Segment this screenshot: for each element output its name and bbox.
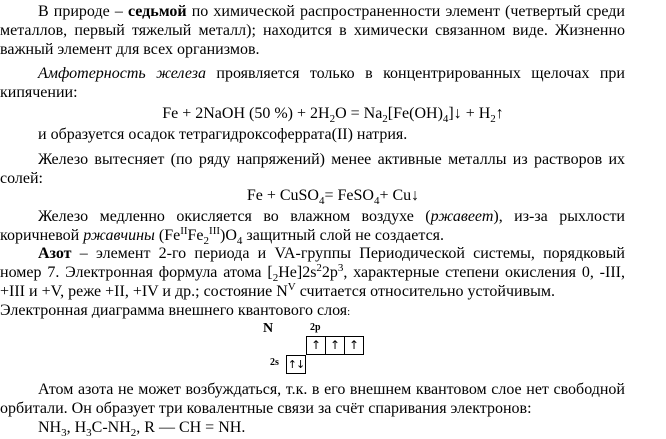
eq-part: Fe + CuSO — [246, 187, 319, 204]
eq-part: ]↓ + H — [448, 105, 491, 122]
eq-sub: 2 — [382, 113, 388, 125]
eq-part: O = Na — [335, 105, 383, 122]
para-nitrogen-bonds-line3 — [38, 418, 245, 437]
text: проявляется только в концентрированных щелочах при — [205, 65, 625, 82]
text: C-NH — [91, 419, 131, 436]
sub: 4 — [236, 235, 243, 247]
para-nitrogen-line3 — [0, 282, 555, 301]
text: NH — [38, 419, 62, 436]
text: Железо медленно окисляется во влажном воздухе ( — [38, 208, 431, 225]
text: защитный слой не создается. — [242, 227, 445, 244]
eq-sub: 4 — [318, 195, 325, 207]
text: В природе – — [38, 3, 128, 20]
text: , H — [66, 419, 87, 436]
eq-part: + Cu↓ — [379, 187, 420, 204]
para-nitrogen-line1 — [0, 244, 625, 263]
term-rust: ржавчины — [83, 227, 155, 244]
text: )O — [220, 227, 237, 244]
text: считается относительно устойчивым. — [295, 283, 556, 300]
text: , характерные степени окисления 0, -III, — [343, 264, 625, 281]
sub: 3 — [61, 427, 67, 439]
text: по химической распространенности элемент (четвертый среди — [186, 3, 625, 20]
eq-sub: 4 — [373, 195, 380, 207]
para-displacement-line1: Железо вытесняет (по ряду напряжений) менее активные металлы из растворов их — [38, 151, 625, 168]
eq-sub: 2 — [490, 113, 496, 125]
para-iron-nature-line2: металлов, первый тяжелый металл); находится в химически связанном виде. Жизненно — [0, 22, 625, 39]
text: , R — CH = NH. — [136, 419, 246, 436]
para-nitrogen-line4 — [0, 301, 350, 322]
term-nitrogen: Азот — [38, 245, 72, 262]
text: Fe — [187, 227, 204, 244]
text: ), из-за рыхлости — [493, 208, 625, 225]
emphasis-seventh: седьмой — [127, 3, 187, 20]
para-iron-nature-line3: важный элемент для всех организмов. — [0, 41, 260, 58]
para-nitrogen-bonds-line1: Атом азота не может возбуждаться, т.к. в его внешнем квантовом слое нет свободной — [38, 381, 625, 398]
orbital-2p-3: ↑ — [344, 336, 364, 355]
para-amphoteric-line2: кипячении: — [0, 84, 78, 101]
sub: 2 — [203, 235, 210, 247]
text: Электронная диаграмма внешнего квантового слоя — [0, 302, 348, 319]
eq-part: Fe + 2NaOH (50 %) + 2H — [162, 105, 330, 122]
text: (Fe — [154, 227, 181, 244]
sub: 3 — [86, 427, 92, 439]
text: 2p — [321, 264, 338, 281]
term-rusting: ржавеет — [430, 208, 494, 225]
orbital-2p-2: ↑ — [325, 336, 345, 355]
eq-part: = FeSO — [324, 187, 374, 204]
para-displacement-line2: солей: — [0, 170, 43, 187]
orbital-2p-1: ↑ — [306, 336, 326, 355]
text: номер 7. Электронная формула атома — [0, 264, 268, 281]
sub: 2 — [272, 272, 279, 284]
text: : — [347, 306, 351, 318]
equation-fe-cuso4 — [0, 186, 666, 205]
sup: III — [209, 225, 221, 237]
sup: 3 — [337, 262, 344, 274]
term-amphoteric-iron: Амфотерность железа — [38, 65, 206, 82]
text: He]2s — [278, 264, 317, 281]
text: коричневой — [0, 227, 84, 244]
text: +III и +V, реже +II, +IV и др.; состояние N — [0, 283, 288, 300]
para-amphoteric-after: и образуется осадок тетрагидроксоферрата(II) натрия. — [38, 126, 408, 143]
para-iron-nature-line1 — [0, 2, 625, 21]
diagram-2p-label: 2p — [310, 322, 321, 333]
eq-part: [Fe(OH) — [387, 105, 443, 122]
equation-fe-naoh — [0, 104, 666, 123]
text: [ — [267, 264, 273, 281]
sup: 2 — [316, 262, 322, 274]
text: – элемент 2-го периода и VA-группы Периодической системы, порядковый — [71, 245, 625, 262]
para-amphoteric-line1 — [0, 64, 625, 83]
sub: 2 — [130, 427, 137, 439]
para-nitrogen-bonds-line2: орбитали. Он образует три ковалентные связи за счёт спаривания электронов: — [0, 400, 532, 417]
orbital-2s: ↑↓ — [286, 355, 306, 374]
sup: V — [287, 281, 296, 293]
para-rust-line2 — [0, 226, 444, 245]
eq-sub: 2 — [329, 113, 336, 125]
eq-sub: 4 — [442, 113, 449, 125]
eq-part: ↑ — [495, 105, 504, 122]
sup: II — [180, 225, 188, 237]
diagram-element-symbol: N — [263, 321, 274, 336]
para-nitrogen-line2 — [0, 263, 625, 282]
diagram-2s-label: 2s — [270, 357, 279, 368]
para-rust-line1 — [0, 207, 625, 226]
